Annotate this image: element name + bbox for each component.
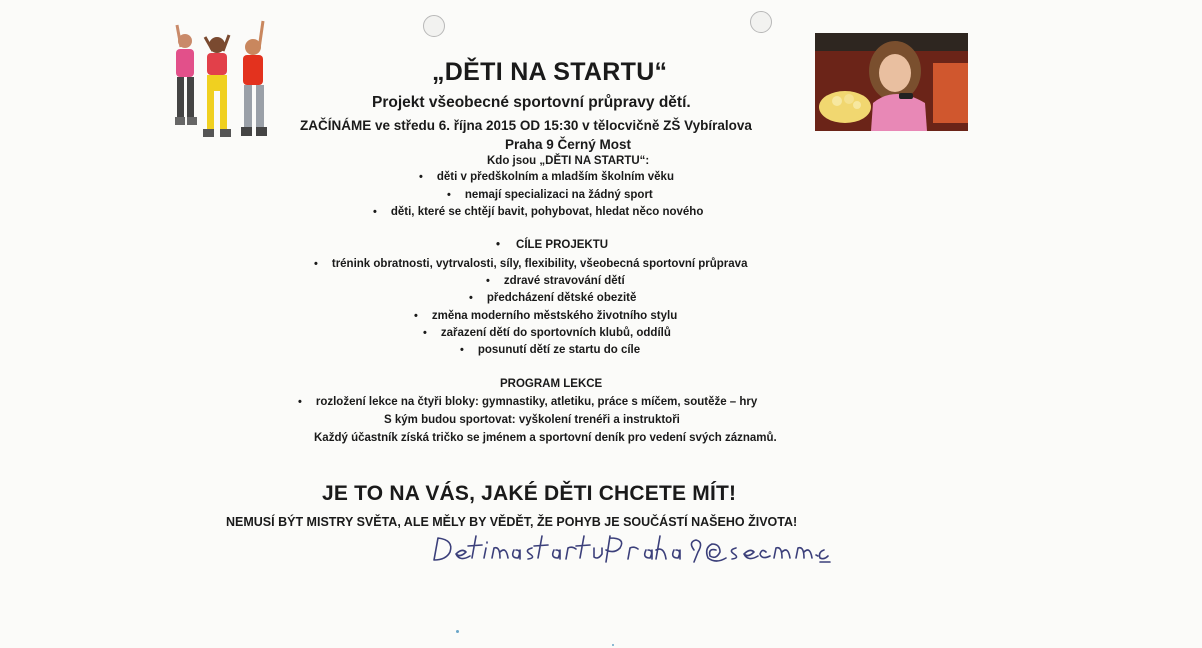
bullet: • xyxy=(460,344,464,356)
tagline: NEMUSÍ BÝT MISTRY SVĚTA, ALE MĚLY BY VĚDĚT, ŽE POHYB JE SOUČÁSTÍ NAŠEHO ŽIVOTA! xyxy=(226,515,798,529)
punch-hole xyxy=(423,15,445,37)
bullet: • xyxy=(298,396,302,408)
list-item: • trénink obratnosti, vytrvalosti, síly, flexibility, všeobecná sportovní průprava xyxy=(314,258,748,270)
punch-hole xyxy=(750,11,772,33)
start-date-line: ZAČÍNÁME ve středu 6. října 2015 OD 15:30 v tělocvičně ZŠ Vybíralova xyxy=(300,118,752,133)
paper-speck xyxy=(456,630,459,633)
program-heading: PROGRAM LEKCE xyxy=(500,378,603,390)
location-line: Praha 9 Černý Most xyxy=(505,137,632,152)
list-item: • rozložení lekce na čtyři bloky: gymnastiky, atletiku, práce s míčem, soutěže – hry xyxy=(298,396,758,408)
bullet: • xyxy=(314,258,318,270)
bullet: • xyxy=(447,189,451,201)
flyer-title: „DĚTI NA STARTU“ xyxy=(432,58,668,86)
bullet: • xyxy=(414,310,418,322)
list-item: • předcházení dětské obezitě xyxy=(469,292,637,304)
goals-heading: • CÍLE PROJEKTU xyxy=(496,239,609,251)
jumping-kids-photo xyxy=(165,15,280,160)
list-item: • zařazení dětí do sportovních klubů, oddílů xyxy=(423,327,671,339)
list-item: • děti v předškolním a mladším školním věku xyxy=(419,171,674,183)
bullet: • xyxy=(423,327,427,339)
trainers-line: S kým budou sportovat: vyškolení trenéři a instruktoři xyxy=(384,414,680,426)
list-item: • zdravé stravování dětí xyxy=(486,275,625,287)
bullet: • xyxy=(419,171,423,183)
girl-with-snacks-photo xyxy=(815,33,968,131)
bullet: • xyxy=(486,275,490,287)
flyer-subtitle: Projekt všeobecné sportovní průpravy dětí. xyxy=(372,94,691,111)
bullet: • xyxy=(373,206,377,218)
handwritten-email xyxy=(432,528,832,570)
list-item: • změna moderního městského životního stylu xyxy=(414,310,678,322)
slogan: JE TO NA VÁS, JAKÉ DĚTI CHCETE MÍT! xyxy=(322,482,737,505)
list-item: • děti, které se chtějí bavit, pohybovat, hledat něco nového xyxy=(373,206,704,218)
tshirt-line: Každý účastník získá tričko se jménem a sportovní deník pro vedení svých záznamů. xyxy=(314,432,777,444)
paper-speck xyxy=(612,644,614,646)
who-heading: Kdo jsou „DĚTI NA STARTU“: xyxy=(487,155,650,167)
bullet: • xyxy=(469,292,473,304)
list-item: • nemají specializaci na žádný sport xyxy=(447,189,653,201)
bullet: • xyxy=(496,239,501,251)
list-item: • posunutí dětí ze startu do cíle xyxy=(460,344,641,356)
